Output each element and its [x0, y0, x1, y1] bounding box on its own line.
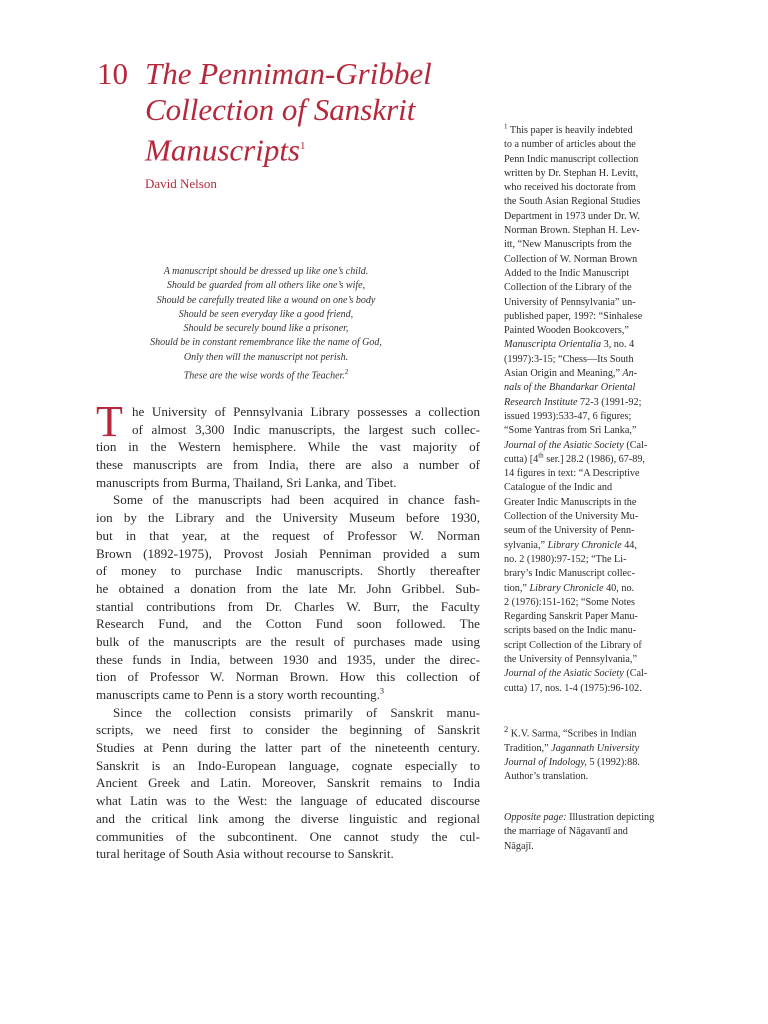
footnote-text: Asian Origin and Meaning,”	[504, 368, 620, 380]
body-line: Since the collection consists primarily of Sanskrit manu-	[113, 704, 480, 720]
footnote-1-mark: 1	[504, 122, 508, 131]
epigraph-line: Should be in constant remembrance like the name of God,	[150, 337, 382, 349]
body-line: bulk of the manuscripts are the result of purchases made using	[96, 633, 480, 649]
footnote-text: K.V. Sarma, “Scribes in Indian	[510, 728, 637, 740]
citation-title: Journal of Indology,	[504, 756, 587, 768]
body-line: stantial contributions from Dr. Charles W. Burr, the Faculty	[96, 598, 480, 614]
drop-cap: T	[96, 397, 123, 446]
chapter-title	[145, 56, 487, 168]
citation-title: Journal of the Asiatic Society	[504, 668, 624, 680]
body-line: scripts, we need first to consider the beginning of Sanskrit	[96, 722, 480, 738]
citation-title: Library Chronicle	[545, 539, 622, 551]
footnote-line: Norman Brown. Stephan H. Lev-	[504, 225, 640, 237]
caption-line: the marriage of Nāgavantī and	[504, 826, 628, 838]
footnote-line	[504, 539, 672, 553]
footnote-line: the University of Pennsylvania,”	[504, 653, 637, 665]
ordinal-sup: th	[538, 451, 544, 460]
footnote-line: scripts based on the Indic manu-	[504, 625, 637, 637]
body-line	[96, 686, 480, 704]
footnote-line: “Some Yantras from Sri Lanka,”	[504, 425, 637, 437]
epigraph	[130, 265, 402, 384]
footnote-line: University of Pennsylvania” un-	[504, 296, 636, 308]
body-line-text: manuscripts came to Penn is a story worth recounting.	[96, 687, 381, 702]
citation-title: Manuscripta Orientalia	[504, 339, 602, 351]
body-line: tion in the Western hemisphere. While the vast majority of	[96, 439, 480, 455]
footnote-line: Department in 1973 under Dr. W.	[504, 210, 641, 222]
caption-line: Nāgajī.	[504, 840, 534, 852]
footnote-line	[504, 756, 672, 770]
footnote-line	[504, 124, 672, 138]
footnote-1	[504, 124, 672, 696]
citation-title: Jagannath University	[548, 742, 640, 754]
footnote-text: ser.] 28.2 (1986), 67-89,	[543, 453, 645, 465]
body-line: and the critical link among the diverse linguistic and regional	[96, 810, 480, 826]
footnote-line	[504, 439, 672, 453]
chapter-title-block	[97, 56, 487, 168]
footnote-line: Author’s translation.	[504, 771, 589, 783]
footnote-line: published paper, 199?: “Sinhalese	[504, 310, 643, 322]
footnote-line: Added to the Indic Manuscript	[504, 267, 630, 279]
footnote-line	[504, 338, 672, 352]
footnote-line: Painted Wooden Bookcovers,”	[504, 325, 629, 337]
footnote-line	[504, 453, 672, 467]
chapter-number: 10	[97, 56, 128, 91]
footnote-text: 40, no.	[603, 582, 635, 594]
body-line: Studies at Penn during the latter part of the nineteenth century.	[96, 740, 480, 756]
body-line: he obtained a donation from the late Mr. John Gribbel. Sub-	[96, 580, 480, 596]
caption-line	[504, 811, 676, 825]
footnote-line	[504, 381, 672, 395]
footnote-text: Tradition,”	[504, 742, 549, 754]
footnote-line: brary’s Indic Manuscript collec-	[504, 568, 635, 580]
epigraph-line: Should be securely bound like a prisoner,	[183, 323, 349, 335]
footnote-line: (1997):3-15; “Chess—Its South	[504, 353, 634, 365]
footnote-line: seum of the University of Penn-	[504, 525, 635, 537]
footnote-line: itt, “New Manuscripts from the	[504, 239, 632, 251]
footnote-text: 72-3 (1991-92;	[577, 396, 642, 408]
footnote-line	[504, 722, 672, 742]
body-line: tion of Professor W. Norman Brown. How this collection of	[96, 669, 480, 685]
epigraph-line: Should be carefully treated like a wound on one’s body	[156, 294, 376, 306]
epigraph-line: Should be guarded from all others like one’s wife,	[166, 280, 366, 292]
body-text	[96, 397, 480, 863]
body-line: these manuscripts are from India, there are also a number of	[96, 457, 480, 473]
caption-label: Opposite page:	[504, 812, 567, 823]
footnote-text: (Cal-	[623, 668, 648, 680]
footnote-line: issued 1993):533-47, 6 figures;	[504, 410, 632, 422]
footnote-text: sylvania,”	[504, 539, 546, 551]
body-line: Sanskrit is an Indo-European language, cognate especially to	[96, 757, 480, 773]
footnote-line: Greater Indic Manuscripts in the	[504, 496, 637, 508]
footnote-line: cutta) 17, nos. 1-4 (1975):96-102.	[504, 682, 642, 694]
footnote-line	[504, 582, 672, 596]
footnote-2-mark: 2	[504, 724, 509, 734]
title-line-1: The Penniman-Gribbel	[145, 56, 432, 91]
epigraph-line	[130, 365, 402, 384]
citation-title: Journal of the Asiatic Society	[504, 439, 624, 451]
footnote-text: cutta) [4	[504, 453, 539, 465]
epigraph-footnote-mark[interactable]: 2	[344, 368, 349, 377]
footnote-text: tion,”	[504, 582, 527, 594]
footnote-line: script Collection of the Library of	[504, 639, 642, 651]
body-footnote-mark[interactable]: 3	[380, 686, 385, 696]
body-line: communities of the subcontinent. One cannot study the cul-	[96, 828, 480, 844]
body-line: of almost 3,300 Indic manuscripts, the largest such collec-	[132, 421, 480, 437]
footnote-line	[504, 742, 672, 756]
footnote-text: 3, no. 4	[601, 339, 635, 351]
footnote-line: who received his doctorate from	[504, 182, 636, 194]
footnote-line: no. 2 (1980):97-152; “The Li-	[504, 553, 627, 565]
footnote-2	[504, 722, 672, 785]
epigraph-last-text: These are the wise words of the Teacher.	[183, 370, 345, 382]
footnote-text: (Cal-	[623, 439, 648, 451]
caption-text: Illustration depicting	[566, 812, 655, 823]
body-line: Brown (1892-1975), Provost Josiah Penniman provided a sum	[96, 545, 480, 561]
title-line-3-text: Manuscripts	[145, 132, 300, 168]
body-line: Research Fund, and the Cotton Fund soon followed. The	[96, 616, 480, 632]
footnote-line: to a number of articles about the	[504, 139, 636, 151]
figure-caption	[504, 811, 676, 854]
footnote-line: Collection of W. Norman Brown	[504, 253, 638, 265]
footnote-line: Catalogue of the Indic and	[504, 482, 613, 494]
body-line: he University of Pennsylvania Library possesses a collection	[132, 404, 480, 419]
body-line: Some of the manuscripts had been acquired in chance fash-	[113, 492, 480, 508]
footnote-line: 14 figures in text: “A Descriptive	[504, 468, 640, 480]
footnote-line	[504, 396, 672, 410]
footnote-line	[504, 367, 672, 381]
footnote-text: 44,	[621, 539, 637, 551]
footnote-line	[504, 667, 672, 681]
footnote-line: 2 (1976):151-162; “Some Notes	[504, 596, 636, 608]
citation-title: nals of the Bhandarkar Oriental	[504, 382, 636, 394]
footnote-line: Collection of the University Mu-	[504, 511, 639, 523]
body-line: tural heritage of South Asia without recourse to Sanskrit.	[96, 846, 394, 862]
citation-title: Library Chronicle	[526, 582, 604, 594]
body-line: ion by the Library and the University Museum before 1930,	[96, 510, 480, 526]
footnote-line: Penn Indic manuscript collection	[504, 153, 639, 165]
footnote-line: the South Asian Regional Studies	[504, 196, 641, 208]
footnote-text: This paper is heavily indebted	[509, 125, 633, 136]
footnote-line: Collection of the Library of the	[504, 282, 632, 294]
title-line-2: Collection of Sanskrit	[145, 92, 416, 127]
body-line: these funds in India, between 1930 and 1935, under the direc-	[96, 651, 480, 667]
body-line: manuscripts from Burma, Thailand, Sri Lanka, and Tibet.	[96, 474, 397, 490]
body-line: of money to purchase Indic manuscripts. Shortly thereafter	[96, 563, 480, 579]
epigraph-line: Only then will the manuscript not perish.	[183, 351, 349, 363]
footnote-line: Regarding Sanskrit Paper Manu-	[504, 611, 638, 623]
footnote-text: 5 (1992):88.	[586, 756, 640, 768]
citation-title: An-	[620, 368, 638, 380]
epigraph-line: Should be seen everyday like a good friend,	[178, 308, 354, 320]
body-line: what Latin was to the West: the language of educated discourse	[96, 793, 480, 809]
citation-title: Research Institute	[504, 396, 578, 408]
epigraph-line: A manuscript should be dressed up like one’s child.	[163, 266, 369, 277]
title-footnote-mark[interactable]: 1	[300, 140, 306, 152]
title-line-3	[145, 128, 487, 168]
footnote-line: written by Dr. Stephan H. Levitt,	[504, 167, 639, 179]
author-name: David Nelson	[145, 176, 217, 191]
body-line: but in that year, at the request of Professor W. Norman	[96, 527, 480, 543]
body-line: Ancient Greek and Latin. Moreover, Sanskrit remains to India	[96, 775, 480, 791]
